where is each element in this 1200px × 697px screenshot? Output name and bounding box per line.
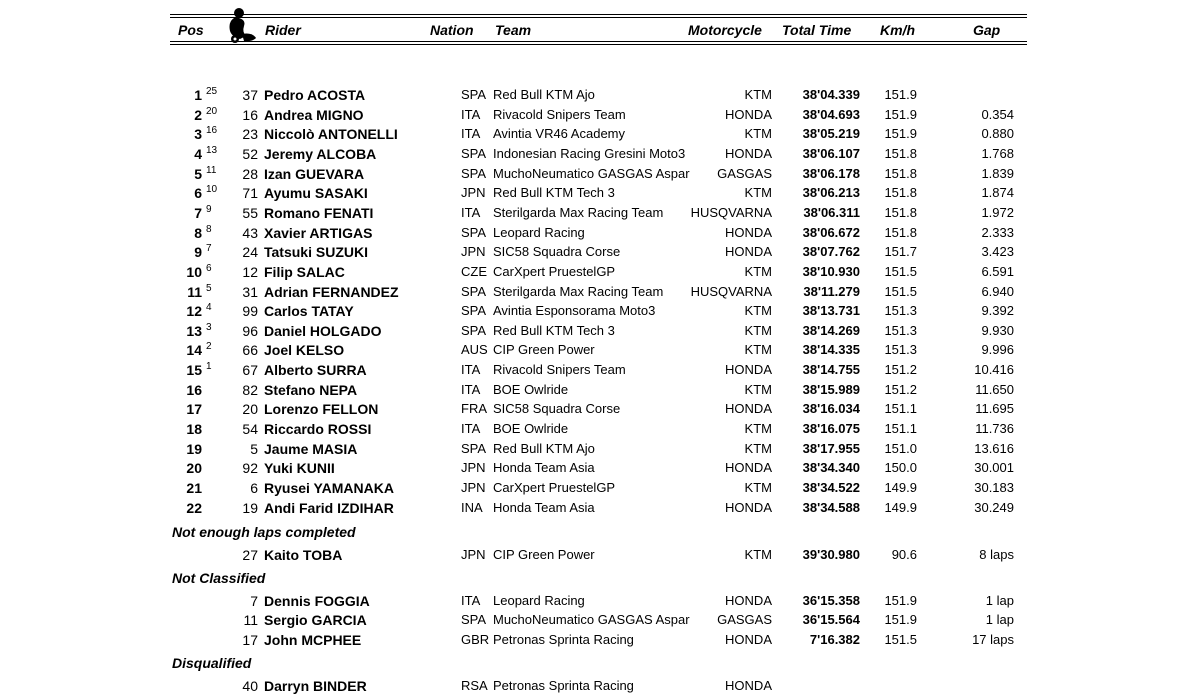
gap-cell: 11.695	[975, 401, 1014, 416]
rider-number-cell: 28	[242, 166, 258, 182]
table-row	[0, 479, 1200, 499]
nation-cell: ITA	[461, 362, 481, 377]
table-row	[0, 592, 1200, 612]
points-cell: 10	[206, 184, 218, 195]
rider-number-cell: 23	[242, 126, 258, 142]
header-rule-bottom-2	[170, 44, 1027, 45]
rider-name-cell: John MCPHEE	[264, 632, 362, 648]
team-cell: SIC58 Squadra Corse	[493, 401, 621, 416]
section-heading: Not enough laps completed	[172, 524, 356, 540]
total-time-cell: 38'05.219	[802, 126, 860, 141]
motorcycle-cell: HONDA	[725, 107, 772, 122]
rider-number-cell: 24	[242, 244, 258, 260]
gap-cell: 9.996	[981, 342, 1014, 357]
speed-cell: 151.9	[884, 126, 917, 141]
rider-number-cell: 71	[242, 185, 258, 201]
rider-number-cell: 5	[250, 441, 258, 457]
speed-cell: 151.8	[884, 225, 917, 240]
team-cell: Leopard Racing	[493, 593, 585, 608]
points-cell: 2	[206, 341, 212, 352]
rider-name-cell: Lorenzo FELLON	[264, 401, 379, 417]
rider-name-cell: Pedro ACOSTA	[264, 87, 366, 103]
rider-number-cell: 55	[242, 205, 258, 221]
table-row	[0, 459, 1200, 479]
nation-cell: ITA	[461, 593, 481, 608]
motorcycle-cell: KTM	[744, 264, 772, 279]
rider-name-cell: Ayumu SASAKI	[264, 185, 368, 201]
total-time-cell: 38'04.339	[802, 87, 860, 102]
rider-number-cell: 19	[242, 500, 258, 516]
team-cell: CarXpert PruestelGP	[493, 480, 616, 495]
gap-cell: 30.001	[974, 460, 1014, 475]
nation-cell: RSA	[461, 678, 488, 693]
points-cell: 7	[206, 243, 212, 254]
team-cell: Indonesian Racing Gresini Moto3	[493, 146, 686, 161]
nation-cell: SPA	[461, 284, 487, 299]
team-cell: Petronas Sprinta Racing	[493, 678, 634, 693]
nation-cell: SPA	[461, 146, 487, 161]
total-time-cell: 38'34.340	[802, 460, 860, 475]
motorcycle-cell: HONDA	[725, 362, 772, 377]
rider-number-cell: 6	[250, 480, 258, 496]
rider-name-cell: Tatsuki SUZUKI	[264, 244, 368, 260]
motorcycle-cell: KTM	[744, 382, 772, 397]
motorcycle-cell: HONDA	[725, 460, 772, 475]
total-time-cell: 38'06.213	[802, 185, 860, 200]
team-cell: Red Bull KTM Tech 3	[493, 323, 615, 338]
motorcycle-cell: HUSQVARNA	[690, 205, 772, 220]
gap-cell: 11.736	[975, 421, 1014, 436]
rider-name-cell: Sergio GARCIA	[264, 612, 367, 628]
header-team: Team	[495, 22, 532, 38]
speed-cell: 151.8	[884, 205, 917, 220]
motorcycle-cell: KTM	[744, 87, 772, 102]
position-cell: 12	[186, 303, 202, 319]
rider-name-cell: Kaito TOBA	[264, 547, 343, 563]
header-rule-top-1	[170, 14, 1027, 15]
rider-number-cell: 20	[242, 401, 258, 417]
rider-number-cell: 54	[242, 421, 258, 437]
motorcycle-cell: HONDA	[725, 401, 772, 416]
position-cell: 7	[194, 205, 202, 221]
table-row	[0, 440, 1200, 460]
position-cell: 14	[186, 342, 202, 358]
nation-cell: CZE	[461, 264, 487, 279]
position-cell: 9	[194, 244, 202, 260]
table-row	[0, 283, 1200, 303]
motorcycle-rider-icon	[222, 6, 262, 46]
team-cell: Honda Team Asia	[493, 460, 595, 475]
table-row	[0, 361, 1200, 381]
rider-name-cell: Izan GUEVARA	[264, 166, 365, 182]
position-cell: 4	[194, 146, 202, 162]
speed-cell: 151.2	[884, 362, 917, 377]
speed-cell: 151.1	[884, 421, 917, 436]
rider-number-cell: 31	[242, 284, 258, 300]
table-row	[0, 381, 1200, 401]
gap-cell: 1.874	[981, 185, 1014, 200]
total-time-cell: 38'04.693	[802, 107, 860, 122]
nation-cell: FRA	[461, 401, 487, 416]
speed-cell: 151.9	[884, 593, 917, 608]
rider-number-cell: 82	[242, 382, 258, 398]
table-row	[0, 106, 1200, 126]
rider-number-cell: 12	[242, 264, 258, 280]
header-nation: Nation	[430, 22, 474, 38]
table-row	[0, 224, 1200, 244]
motorcycle-cell: HONDA	[725, 146, 772, 161]
rider-number-cell: 52	[242, 146, 258, 162]
nation-cell: ITA	[461, 205, 481, 220]
speed-cell: 151.2	[884, 382, 917, 397]
nation-cell: ITA	[461, 421, 481, 436]
position-cell: 13	[186, 323, 202, 339]
table-row	[0, 184, 1200, 204]
motorcycle-cell: KTM	[744, 441, 772, 456]
gap-cell: 1.839	[981, 166, 1014, 181]
motorcycle-cell: KTM	[744, 303, 772, 318]
points-cell: 9	[206, 204, 212, 215]
points-cell: 4	[206, 302, 212, 313]
header-rule-bottom-1	[170, 41, 1027, 42]
motorcycle-cell: HONDA	[725, 244, 772, 259]
nation-cell: SPA	[461, 87, 487, 102]
position-cell: 15	[186, 362, 202, 378]
total-time-cell: 38'11.279	[803, 284, 860, 299]
speed-cell: 90.6	[891, 547, 917, 562]
motorcycle-cell: KTM	[744, 323, 772, 338]
motorcycle-cell: KTM	[744, 421, 772, 436]
total-time-cell: 38'10.930	[802, 264, 860, 279]
position-cell: 17	[186, 401, 202, 417]
speed-cell: 151.9	[884, 107, 917, 122]
rider-number-cell: 66	[242, 342, 258, 358]
speed-cell: 151.3	[884, 323, 917, 338]
nation-cell: SPA	[461, 166, 487, 181]
nation-cell: JPN	[461, 244, 486, 259]
table-row	[0, 165, 1200, 185]
table-row	[0, 341, 1200, 361]
rider-number-cell: 99	[242, 303, 258, 319]
nation-cell: SPA	[461, 303, 487, 318]
nation-cell: ITA	[461, 382, 481, 397]
gap-cell: 11.650	[975, 382, 1014, 397]
table-row	[0, 611, 1200, 631]
points-cell: 6	[206, 263, 212, 274]
table-row	[0, 125, 1200, 145]
nation-cell: AUS	[461, 342, 488, 357]
nation-cell: JPN	[461, 460, 486, 475]
header-pos: Pos	[178, 22, 204, 38]
rider-number-cell: 17	[242, 632, 258, 648]
rider-number-cell: 67	[242, 362, 258, 378]
position-cell: 1	[194, 87, 202, 103]
motorcycle-cell: HONDA	[725, 678, 772, 693]
table-row	[0, 677, 1200, 697]
team-cell: Sterilgarda Max Racing Team	[493, 284, 664, 299]
total-time-cell: 38'34.522	[802, 480, 860, 495]
position-cell: 21	[186, 480, 202, 496]
rider-number-cell: 37	[242, 87, 258, 103]
table-row	[0, 243, 1200, 263]
motorcycle-cell: GASGAS	[717, 166, 772, 181]
header-gap: Gap	[973, 22, 1001, 38]
team-cell: Red Bull KTM Ajo	[493, 87, 595, 102]
position-cell: 2	[194, 107, 202, 123]
speed-cell: 149.9	[884, 500, 917, 515]
points-cell: 1	[206, 361, 212, 372]
total-time-cell: 38'06.107	[802, 146, 860, 161]
nation-cell: INA	[461, 500, 483, 515]
total-time-cell: 38'06.178	[802, 166, 860, 181]
gap-cell: 3.423	[981, 244, 1014, 259]
motorcycle-cell: KTM	[744, 185, 772, 200]
motorcycle-cell: KTM	[744, 126, 772, 141]
rider-name-cell: Riccardo ROSSI	[264, 421, 372, 437]
table-row	[0, 499, 1200, 519]
nation-cell: JPN	[461, 480, 486, 495]
speed-cell: 151.8	[884, 166, 917, 181]
rider-number-cell: 16	[242, 107, 258, 123]
rider-name-cell: Ryusei YAMANAKA	[264, 480, 394, 496]
speed-cell: 151.3	[884, 342, 917, 357]
total-time-cell: 38'06.311	[803, 205, 860, 220]
total-time-cell: 38'16.034	[802, 401, 860, 416]
table-row	[0, 546, 1200, 566]
position-cell: 20	[186, 460, 202, 476]
rider-name-cell: Daniel HOLGADO	[264, 323, 382, 339]
team-cell: Avintia Esponsorama Moto3	[493, 303, 656, 318]
team-cell: BOE Owlride	[493, 421, 569, 436]
position-cell: 16	[186, 382, 202, 398]
position-cell: 5	[194, 166, 202, 182]
position-cell: 22	[186, 500, 202, 516]
position-cell: 3	[194, 126, 202, 142]
section-heading: Disqualified	[172, 654, 252, 671]
table-row	[0, 263, 1200, 283]
team-cell: Petronas Sprinta Racing	[493, 632, 634, 647]
total-time-cell: 38'17.955	[802, 441, 860, 456]
motorcycle-cell: KTM	[744, 547, 772, 562]
total-time-cell: 38'14.335	[802, 342, 860, 357]
team-cell: CIP Green Power	[493, 547, 595, 562]
total-time-cell: 38'13.731	[802, 303, 860, 318]
speed-cell: 151.3	[884, 303, 917, 318]
nation-cell: ITA	[461, 107, 481, 122]
gap-cell: 2.333	[981, 225, 1014, 240]
rider-name-cell: Carlos TATAY	[264, 303, 354, 319]
gap-cell: 1.972	[981, 205, 1014, 220]
header-rider: Rider	[265, 22, 301, 38]
motorcycle-cell: HONDA	[725, 593, 772, 608]
speed-cell: 151.8	[884, 185, 917, 200]
total-time-cell: 38'07.762	[802, 244, 860, 259]
rider-name-cell: Xavier ARTIGAS	[264, 225, 373, 241]
speed-cell: 151.5	[884, 284, 917, 299]
motorcycle-cell: HONDA	[725, 225, 772, 240]
rider-number-cell: 11	[243, 612, 258, 628]
header-motorcycle: Motorcycle	[688, 22, 762, 38]
rider-name-cell: Filip SALAC	[264, 264, 345, 280]
gap-cell: 6.940	[981, 284, 1014, 299]
team-cell: Red Bull KTM Tech 3	[493, 185, 615, 200]
gap-cell: 30.183	[974, 480, 1014, 495]
speed-cell: 150.0	[884, 460, 917, 475]
team-cell: BOE Owlride	[493, 382, 569, 397]
gap-cell: 10.416	[974, 362, 1014, 377]
position-cell: 6	[194, 185, 202, 201]
nation-cell: JPN	[461, 547, 486, 562]
team-cell: MuchoNeumatico GASGAS Aspar	[493, 612, 690, 627]
team-cell: Red Bull KTM Ajo	[493, 441, 595, 456]
nation-cell: SPA	[461, 441, 487, 456]
section-heading: Not Classified	[172, 569, 266, 586]
team-cell: CIP Green Power	[493, 342, 595, 357]
total-time-cell: 7'16.382	[809, 632, 860, 647]
table-row	[0, 322, 1200, 342]
motorcycle-cell: KTM	[744, 342, 772, 357]
motorcycle-cell: HONDA	[725, 632, 772, 647]
team-cell: Rivacold Snipers Team	[493, 107, 626, 122]
rider-name-cell: Jaume MASIA	[264, 441, 358, 457]
gap-cell: 9.930	[981, 323, 1014, 338]
header-kmh: Km/h	[880, 22, 915, 38]
rider-number-cell: 40	[242, 678, 258, 694]
rider-number-cell: 43	[242, 225, 258, 241]
team-cell: Honda Team Asia	[493, 500, 595, 515]
table-row	[0, 145, 1200, 165]
gap-cell: 1 lap	[985, 593, 1014, 608]
nation-cell: SPA	[461, 323, 487, 338]
total-time-cell: 38'06.672	[802, 225, 860, 240]
speed-cell: 151.5	[884, 632, 917, 647]
team-cell: Leopard Racing	[493, 225, 585, 240]
team-cell: CarXpert PruestelGP	[493, 264, 616, 279]
speed-cell: 151.0	[884, 441, 917, 456]
total-time-cell: 38'14.269	[802, 323, 860, 338]
rider-name-cell: Andi Farid IZDIHAR	[264, 500, 394, 516]
rider-name-cell: Romano FENATI	[264, 205, 374, 221]
position-cell: 11	[187, 284, 202, 300]
gap-cell: 0.880	[981, 126, 1014, 141]
table-row	[0, 631, 1200, 651]
total-time-cell: 39'30.980	[802, 547, 860, 562]
team-cell: Sterilgarda Max Racing Team	[493, 205, 664, 220]
rider-name-cell: Alberto SURRA	[264, 362, 367, 378]
gap-cell: 13.616	[974, 441, 1014, 456]
position-cell: 18	[186, 421, 202, 437]
table-row	[0, 400, 1200, 420]
gap-cell: 9.392	[981, 303, 1014, 318]
nation-cell: JPN	[461, 185, 486, 200]
motorcycle-cell: KTM	[744, 480, 772, 495]
motorcycle-cell: GASGAS	[717, 612, 772, 627]
rider-name-cell: Yuki KUNII	[264, 460, 335, 476]
points-cell: 5	[206, 283, 212, 294]
table-row	[0, 302, 1200, 322]
total-time-cell: 36'15.564	[802, 612, 860, 627]
rider-number-cell: 7	[250, 593, 258, 609]
rider-number-cell: 92	[242, 460, 258, 476]
nation-cell: GBR	[461, 632, 490, 647]
speed-cell: 151.8	[884, 146, 917, 161]
motorcycle-cell: HUSQVARNA	[690, 284, 772, 299]
table-row	[0, 420, 1200, 440]
table-row	[0, 204, 1200, 224]
gap-cell: 8 laps	[979, 547, 1014, 562]
nation-cell: SPA	[461, 225, 487, 240]
speed-cell: 151.5	[884, 264, 917, 279]
rider-name-cell: Stefano NEPA	[264, 382, 358, 398]
rider-name-cell: Darryn BINDER	[264, 678, 367, 694]
rider-name-cell: Adrian FERNANDEZ	[264, 284, 399, 300]
gap-cell: 30.249	[974, 500, 1014, 515]
rider-number-cell: 96	[242, 323, 258, 339]
rider-name-cell: Niccolò ANTONELLI	[264, 126, 398, 142]
team-cell: MuchoNeumatico GASGAS Aspar	[493, 166, 690, 181]
team-cell: Rivacold Snipers Team	[493, 362, 626, 377]
table-row	[0, 86, 1200, 106]
speed-cell: 151.1	[884, 401, 917, 416]
total-time-cell: 38'14.755	[802, 362, 860, 377]
rider-number-cell: 27	[242, 547, 258, 563]
points-cell: 25	[206, 86, 218, 97]
speed-cell: 151.7	[884, 244, 917, 259]
nation-cell: SPA	[461, 612, 487, 627]
points-cell: 16	[206, 125, 218, 136]
header-total-time: Total Time	[782, 22, 852, 38]
points-cell: 3	[206, 322, 212, 333]
points-cell: 8	[206, 224, 212, 235]
gap-cell: 1 lap	[985, 612, 1014, 627]
total-time-cell: 38'34.588	[802, 500, 860, 515]
gap-cell: 6.591	[981, 264, 1014, 279]
position-cell: 8	[194, 225, 202, 241]
position-cell: 10	[186, 264, 202, 280]
rider-name-cell: Jeremy ALCOBA	[264, 146, 377, 162]
team-cell: Avintia VR46 Academy	[493, 126, 625, 141]
total-time-cell: 36'15.358	[802, 593, 860, 608]
position-cell: 19	[186, 441, 202, 457]
total-time-cell: 38'15.989	[802, 382, 860, 397]
points-cell: 11	[206, 165, 217, 176]
motorcycle-cell: HONDA	[725, 500, 772, 515]
speed-cell: 149.9	[884, 480, 917, 495]
rider-name-cell: Dennis FOGGIA	[264, 593, 370, 609]
rider-name-cell: Andrea MIGNO	[264, 107, 364, 123]
points-cell: 13	[206, 145, 218, 156]
team-cell: SIC58 Squadra Corse	[493, 244, 621, 259]
speed-cell: 151.9	[884, 612, 917, 627]
speed-cell: 151.9	[884, 87, 917, 102]
gap-cell: 17 laps	[972, 632, 1014, 647]
nation-cell: ITA	[461, 126, 481, 141]
gap-cell: 0.354	[981, 107, 1014, 122]
header-rule-top-2	[170, 17, 1027, 18]
points-cell: 20	[206, 106, 218, 117]
rider-name-cell: Joel KELSO	[264, 342, 345, 358]
gap-cell: 1.768	[981, 146, 1014, 161]
total-time-cell: 38'16.075	[802, 421, 860, 436]
